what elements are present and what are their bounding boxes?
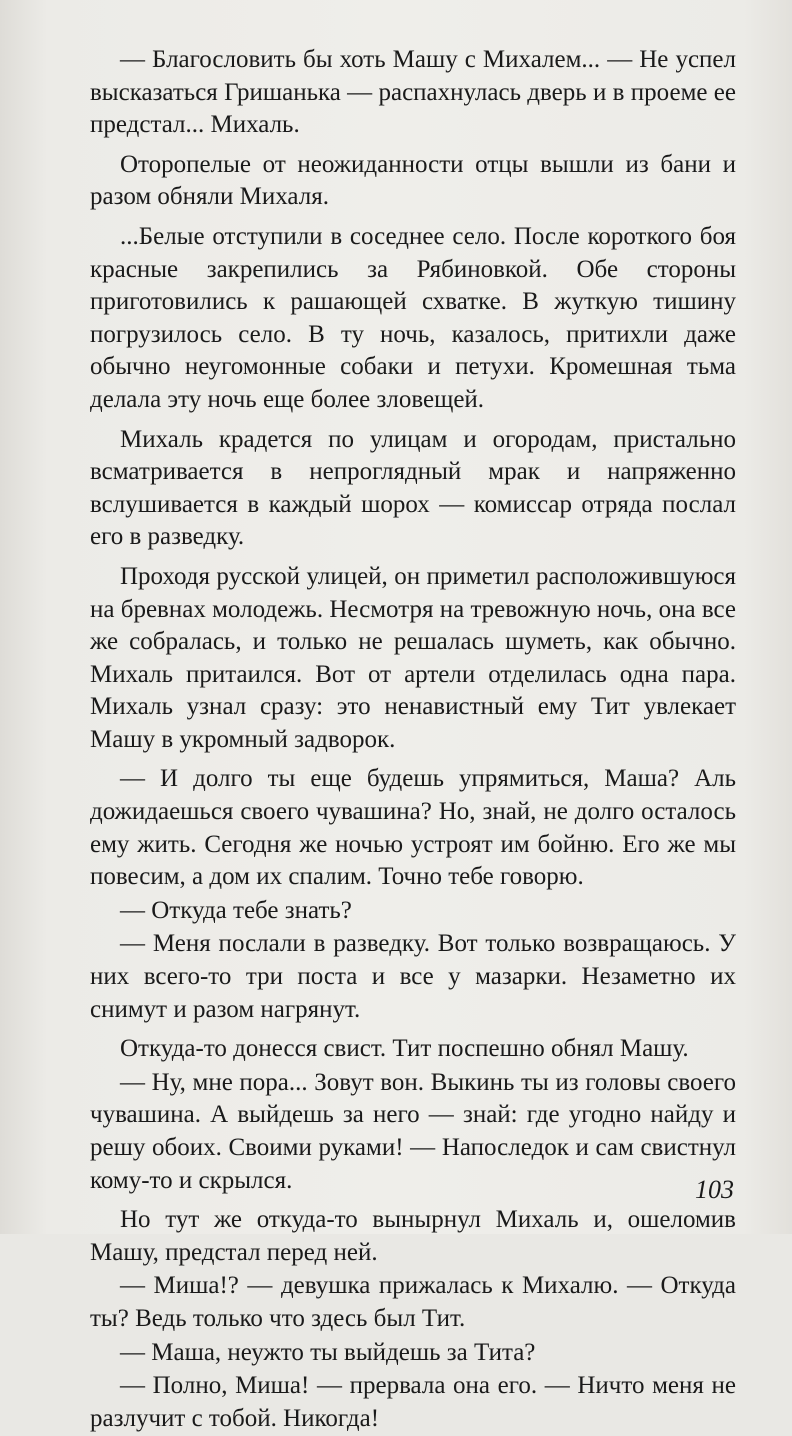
paragraph: Проходя русской улицей, он приметил расположившуюся на бревнах молодежь. Несмотря на тревожную ночь, она все же собралась, и только не решалась шуметь, как обычно. Михаль притаился. Вот от артели отделилась одна пара. Михаль узнал сразу: это ненавистный ему Тит увлекает Машу в укромный задворок. — [90, 562, 736, 753]
paragraph: — Ну, мне пора... Зовут вон. Выкинь ты из головы своего чувашина. А выйдешь за него — знай: где угодно найду и решу обоих. Своими руками! — Напоследок и сам свистнул кому-то и скрылся. — [90, 1068, 736, 1194]
paragraph: Михаль крадется по улицам и огородам, пристально всматривается в непроглядный мрак и напряженно вслушивается в каждый шорох — комиссар отряда послал его в разведку. — [90, 425, 736, 551]
paragraph: — Полно, Миша! — прервала она его. — Ничто меня не разлучит с тобой. Никогда! — [90, 1372, 736, 1432]
paragraph: — Откуда тебе знать? — [120, 896, 352, 924]
paragraph: Откуда-то донесся свист. Тит поспешно обнял Машу. — [120, 1035, 689, 1063]
paragraph: Но тут же откуда-то вынырнул Михаль и, ошеломив Машу, предстал перед ней. — [90, 1206, 736, 1266]
paragraph: — Меня послали в разведку. Вот только возвращаюсь. У них всего-то три поста и все у мазарки. Незаметно их снимут и разом нагрянут. — [90, 930, 736, 1023]
text-block — [90, 44, 736, 1436]
paragraph: — Маша, неужто ты выйдешь за Тита? — [120, 1338, 536, 1366]
paragraph: Оторопелые от неожиданности отцы вышли из бани и разом обняли Михаля. — [90, 150, 736, 211]
paragraph: — Благословить бы хоть Машу с Михалем... — Не успел высказаться Гришанька — распахнулась дверь и в проеме ее предстал... Михаль. — [90, 46, 736, 139]
paragraph: ...Белые отступили в соседнее село. После короткого боя красные закрепились за Рябиновкой. Обе стороны приготовились к рашающей схватке. В жуткую тишину погрузилось село. В ту ночь, казалось, притихли даже обычно неугомонные собаки и петухи. Кромешная тьма делала эту ночь еще более зловещей. — [90, 222, 736, 413]
page-number: 103 — [695, 1175, 734, 1204]
paragraph: — Миша!? — девушка прижалась к Михалю. — Откуда ты? Ведь только что здесь был Тит. — [90, 1272, 736, 1332]
paragraph: — И долго ты еще будешь упрямиться, Маша? Аль дожидаешься своего чувашина? Но, знай, не долго осталось ему жить. Сегодня же ночью устроят им бойню. Его же мы повесим, а дом их спалим. Точно тебе говорю. — [90, 765, 736, 891]
